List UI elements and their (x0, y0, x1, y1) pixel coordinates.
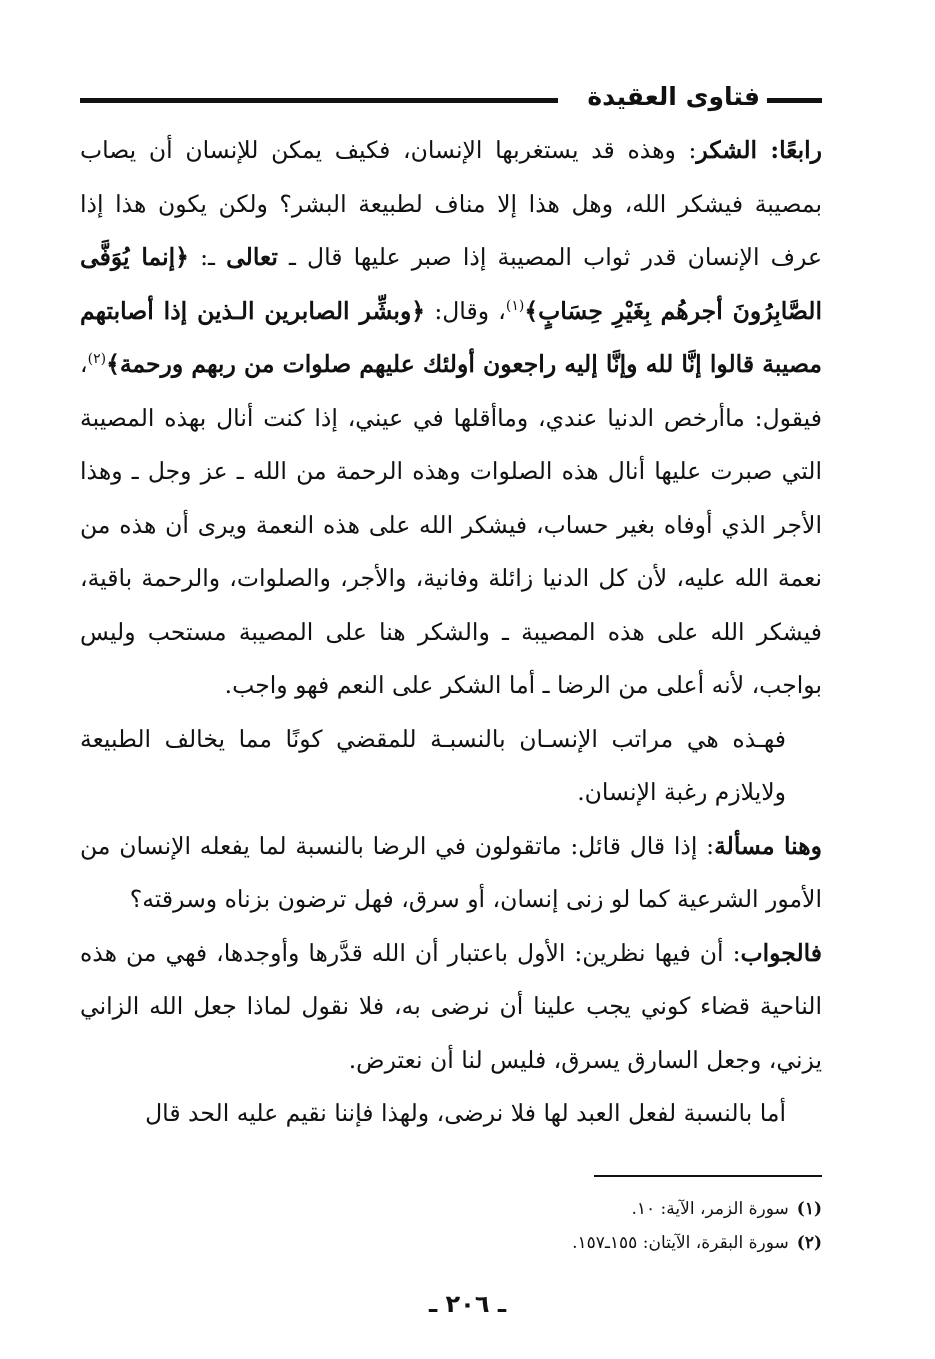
body-text (80, 124, 822, 1154)
footnote-item (182, 1192, 822, 1226)
footnotes (182, 1192, 822, 1260)
paragraph-text: ـ: (200, 243, 215, 271)
paragraph-fi3l-abd: أما بالنسبة لفعل العبد لها فلا نرضى، ولهذا فإننا نقيم عليه الحد قال (145, 1099, 786, 1127)
paragraph-text: : أن فيها نظرين: الأول باعتبار أن الله قدَّرها وأوجدها، فهي من هذه الناحية قضاء كوني يجب علينا أن نرضى به، فلا نقول لماذا جعل الله الزاني يزني، وجعل السارق يسرق، فليس لنا أن نعترض. (80, 938, 822, 1074)
footnote-ref: (٢) (87, 351, 107, 368)
running-header (80, 78, 822, 118)
emphasis-word: تعالى (226, 243, 278, 271)
paragraph-maratib: فهـذه هي مراتب الإنسـان بالنسبـة للمقضي كونًا مما يخالف الطبيعة ولايلازم رغبة الإنسان. (80, 724, 786, 806)
paragraph-lead: رابعًا: الشكر (696, 136, 822, 164)
paragraph-lead: فالجواب (740, 938, 822, 967)
quran-quote: ﴿إنما يُوَفَّى الصَّابِرُونَ أجرهُم بِغَيْرِ حِسَابٍ﴾ (80, 243, 822, 325)
header-rule-long (80, 98, 558, 103)
footnote-text: سورة الزمر، الآية: ١٠. (631, 1199, 789, 1219)
paragraph-text: ، وقال: (434, 296, 506, 325)
header-rule-short (767, 98, 822, 103)
page-number: ـ ٢٠٦ ـ (428, 1290, 507, 1318)
paragraph-lead: وهنا مسألة (714, 831, 822, 860)
footnote-number: (٢) (796, 1233, 822, 1253)
paragraph-text: ، فيقول: ماأرخص الدنيا عندي، وماأقلها في عيني، إذا كنت أنال بهذه المصيبة التي صبرت عليها أنال هذه الصلوات وهذه الرحمة من الله ـ عز وجل ـ وهذا الأجر الذي أوفاه بغير حساب، فيشكر الله على هذه النعمة ويرى أن هذه من نعمة الله عليه، لأن كل الدنيا زائلة وفانية، والأجر، والصلوات، والرحمة باقية، فيشكر الله على هذه المصيبة ـ والشكر هنا على المصيبة مستحب وليس بواجب، لأنه أعلى من الرضا ـ أما الشكر على النعم فهو واجب. (80, 350, 822, 699)
paragraph-masala (80, 820, 822, 927)
paragraph-jawab (80, 927, 822, 1088)
footnote-separator (594, 1175, 822, 1177)
quran-quote: ﴿وبشِّر الصابرين الـذين إذا أصابتهم مصيبة قالوا إنَّا لله وإنَّا إليه راجعون أولئك عليهم صلوات من ربهم ورحمة﴾ (80, 296, 822, 378)
footnote-ref: (١) (505, 297, 525, 314)
footnote-number: (١) (796, 1199, 822, 1219)
paragraph-text: : إذا قال قائل: ماتقولون في الرضا بالنسبة لما يفعله الإنسان من الأمور الشرعية كما لو زنى إنسان، أو سرق، فهل ترضون بزناه وسرقته؟ (80, 831, 822, 913)
paragraph-text: : وهذه قد يستغربها الإنسان، فكيف يمكن للإنسان أن يصاب بمصيبة فيشكر الله، وهل هذا إلا مناف لطبيعة البشر؟ ولكن يكون هذا إذا عرف الإنسان قدر ثواب المصيبة إذا صبر عليها قال ـ (80, 136, 822, 271)
header-title: فتاوى العقيدة (587, 82, 760, 111)
footnote-item (182, 1226, 822, 1260)
footnote-text: سورة البقرة، الآيتان: ١٥٥ـ١٥٧. (572, 1233, 789, 1253)
paragraph-shukr (80, 124, 822, 713)
